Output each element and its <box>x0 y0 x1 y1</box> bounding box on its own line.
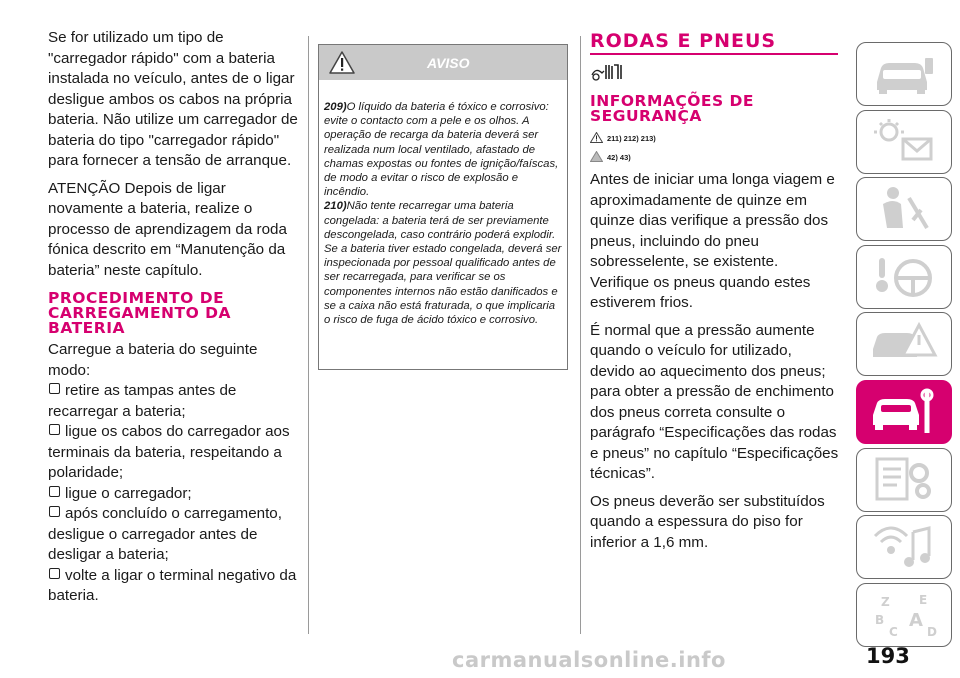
alphabetical-index-icon <box>869 590 939 640</box>
section-heading: PROCEDIMENTO DE CARREGAMENTO DA BATERIA <box>48 289 232 337</box>
title-underline <box>590 53 838 55</box>
warning-item: 209)O líquido da bateria é tóxico e corrosivo: evite o contacto com a pele e os olhos. A operação de recarga da bateria deverá ser realizada num local ventilado, afastado de chamas expostas ou fontes de ignição/faíscas, de modo a evitar o risco de explosão e incêndio. <box>324 101 559 199</box>
svg-text:Z: Z <box>881 594 890 609</box>
svg-text:E: E <box>919 592 928 607</box>
warning-triangle-icon <box>590 132 603 143</box>
warning-triangle-icon <box>329 51 355 74</box>
multimedia-icon <box>869 522 939 572</box>
section-heading: INFORMAÇÕES DE SEGURANÇA <box>590 92 755 125</box>
bullet-square-icon <box>49 506 60 517</box>
list-item: ligue o carregador; <box>48 484 298 505</box>
car-dashboard-icon <box>869 52 939 96</box>
paragraph: ATENÇÃO Depois de ligar novamente a bateria, realize o processo de aprendizagem da roda fónica descrito em “Manutenção da bateria” neste capítulo. <box>48 179 287 279</box>
caution-triangle-icon <box>590 151 603 162</box>
tab-starting-driving[interactable] <box>856 245 952 309</box>
car-wrench-icon <box>869 387 939 437</box>
list-item: retire as tampas antes de recarregar a bateria; <box>48 382 237 420</box>
tab-multimedia[interactable] <box>856 515 952 579</box>
warning-item: 210)Não tente recarregar uma bateria congelada: a bateria terá de ser previamente descongelada, caso contrário poderá explodir. Se a bateria tiver estado congelada, deverá ser inspecionada por pessoal qualificado antes de ser recarregada, para verificar se os componentes internos não estão danificados e se a caixa não está fraturada, o que implicaria o risco de fuga de ácido tóxico e corrosivo. <box>324 200 562 327</box>
left-column <box>48 28 298 607</box>
paragraph: Carregue a bateria do seguinte modo: <box>48 341 258 379</box>
key-steering-wheel-icon <box>869 252 939 302</box>
tab-index[interactable] <box>856 583 952 647</box>
tab-emergency[interactable] <box>856 312 952 376</box>
bullet-square-icon <box>49 568 60 579</box>
paragraph: É normal que a pressão aumente quando o veículo for utilizado, devido ao aquecimento dos pneus; para obter a pressão de enchimento dos pneus correta consulte o parágrafo “Especificações das rodas e pneus” no capítulo “Especificações técnicas”. <box>590 321 839 482</box>
warning-box-header <box>319 45 567 80</box>
svg-text:D: D <box>927 624 937 639</box>
tab-knowing-the-car[interactable] <box>856 42 952 106</box>
paragraph: Os pneus deverão ser substituídos quando a espessura do piso for inferior a 1,6 mm. <box>590 492 825 551</box>
tyre-symbol-icon <box>590 61 650 83</box>
specs-gears-icon <box>869 455 939 505</box>
svg-text:C: C <box>889 624 898 639</box>
chapter-title: RODAS E PNEUS <box>590 30 777 52</box>
warning-box <box>318 44 568 370</box>
warning-lights-icon <box>869 117 939 167</box>
watermark: carmanualsonline.info <box>452 648 726 672</box>
warning-box-title: AVISO <box>427 55 470 71</box>
svg-text:B: B <box>875 612 885 627</box>
page-number: 193 <box>866 644 910 668</box>
list-item: ligue os cabos do carregador aos terminais da bateria, respeitando a polaridade; <box>48 423 290 481</box>
tab-dashboard-lights[interactable] <box>856 110 952 174</box>
paragraph: Se for utilizado um tipo de "carregador rápido" com a bateria instalada no veículo, antes de o ligar desligue ambos os cabos na própria bateria. Não utilize um carregador de bateria do tipo "carregador rápido" para fornecer a tensão de arranque. <box>48 29 298 169</box>
tab-servicing-care[interactable] <box>856 380 952 444</box>
paragraph: Antes de iniciar uma longa viagem e aproximadamente de quinze em quinze dias verifique a pressão dos pneus, incluindo do pneu sobresselente, se existente. Verifique os pneus quando estes estiverem frios. <box>590 171 835 311</box>
right-column <box>590 30 840 560</box>
bullet-square-icon <box>49 424 60 435</box>
bullet-square-icon <box>49 383 60 394</box>
seatbelt-airbag-icon <box>869 184 939 234</box>
tab-technical-specs[interactable] <box>856 448 952 512</box>
column-divider-right <box>580 36 581 634</box>
bullet-square-icon <box>49 486 60 497</box>
chapter-tabs <box>856 42 954 650</box>
warning-box-body <box>319 80 567 327</box>
column-divider-left <box>308 36 309 634</box>
caution-reference: 42) 43) <box>590 151 840 162</box>
list-item: após concluído o carregamento, desligue o carregador antes de desligar a bateria; <box>48 505 282 563</box>
car-hazard-icon <box>869 319 939 369</box>
warning-reference: 211) 212) 213) <box>590 132 840 143</box>
middle-column <box>318 28 568 370</box>
list-item: volte a ligar o terminal negativo da bateria. <box>48 566 297 604</box>
svg-text:A: A <box>909 609 923 631</box>
tab-safety[interactable] <box>856 177 952 241</box>
